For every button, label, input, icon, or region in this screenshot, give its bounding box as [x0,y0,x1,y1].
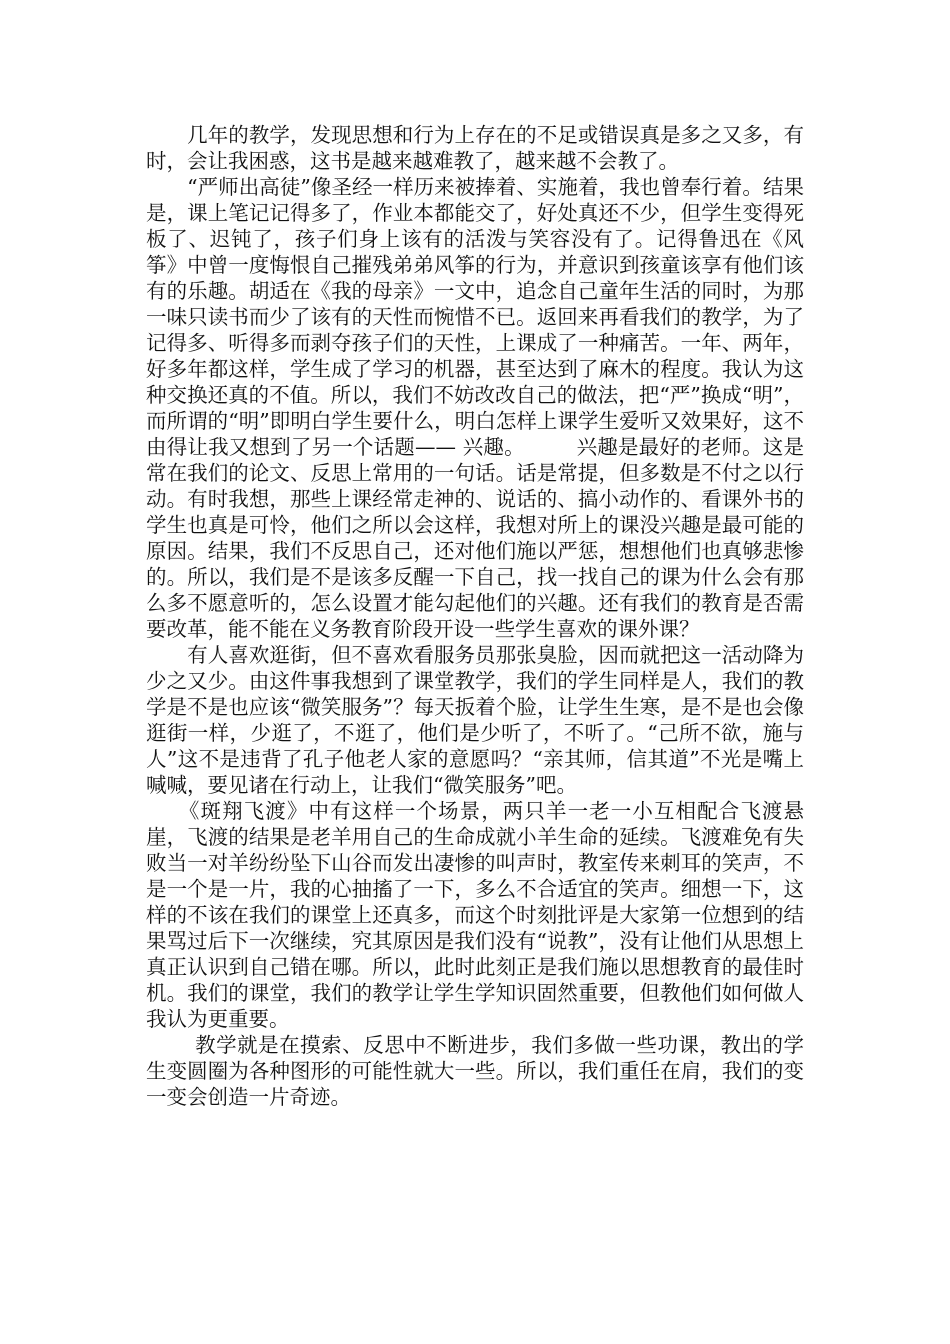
paragraph-1: 几年的教学，发现思想和行为上存在的不足或错误真是多之又多，有时，会让我困惑，这书是越来越难教了，越来越不会教了。 [146,123,804,173]
paragraph-5: 教学就是在摸索、反思中不断进步，我们多做一些功课，教出的学生变圆圈为各种图形的可能性就大一些。所以，我们重任在肩，我们的变一变会创造一片奇迹。 [146,1033,804,1109]
paragraph-2: “严师出高徒”像圣经一样历来被捧着、实施着，我也曾奉行着。结果是，课上笔记记得多了，作业本都能交了，好处真还不少，但学生变得死板了、迟钝了，孩子们身上该有的活泼与笑容没有了。记得鲁迅在《风筝》中曾一度悔恨自己摧残弟弟风筝的行为，并意识到孩童该享有他们该有的乐趣。胡适在《我的母亲》一文中，追念自己童年生活的同时，为那一味只读书而少了该有的天性而惋惜不已。返回来再看我们的教学，为了记得多、听得多而剥夺孩子们的天性，上课成了一种痛苦。一年、两年，好多年都这样，学生成了学习的机器，甚至达到了麻木的程度。我认为这种交换还真的不值。所以，我们不妨改改自己的做法，把“严”换成“明”，而所谓的“明”即明白学生要什么，明白怎样上课学生爱听又效果好，这不由得让我又想到了另一个话题—— 兴趣。 兴趣是最好的老师。这是常在我们的论文、反思上常用的一句话。话是常提，但多数是不付之以行动。有时我想，那些上课经常走神的、说话的、搞小动作的、看课外书的学生也真是可怜，他们之所以会这样，我想对所上的课没兴趣是最可能的原因。结果，我们不反思自己，还对他们施以严惩，想想他们也真够悲惨的。所以，我们是不是该多反醒一下自己，找一找自己的课为什么会有那么多不愿意听的，怎么设置才能勾起他们的兴趣。还有我们的教育是否需要改革，能不能在义务教育阶段开设一些学生喜欢的课外课？ [146,175,804,641]
paragraph-4: 《斑翔飞渡》中有这样一个场景，两只羊一老一小互相配合飞渡悬崖，飞渡的结果是老羊用自己的生命成就小羊生命的延续。飞渡难免有失败当一对羊纷纷坠下山谷而发出凄惨的叫声时，教室传来刺耳的笑声，不是一个是一片，我的心抽搐了一下，多么不合适宜的笑声。细想一下，这样的不该在我们的课堂上还真多，而这个时刻批评是大家第一位想到的结果骂过后下一次继续，究其原因是我们没有“说教”，没有让他们从思想上真正认识到自己错在哪。所以，此时此刻正是我们施以思想教育的最佳时机。我们的课堂，我们的教学让学生学知识固然重要，但教他们如何做人我认为更重要。 [146,799,804,1031]
paragraph-3: 有人喜欢逛街，但不喜欢看服务员那张臭脸，因而就把这一活动降为少之又少。由这件事我想到了课堂教学，我们的学生同样是人，我们的教学是不是也应该“微笑服务”？每天扳着个脸，让学生生寒，是不是也会像逛街一样，少逛了，不逛了，他们是少听了，不听了。“己所不欲，施与人”这不是违背了孔子他老人家的意愿吗？“亲其师，信其道”不光是嘴上喊喊，要见诸在行动上，让我们“微笑服务”吧。 [146,643,804,797]
document-body [146,122,804,1110]
